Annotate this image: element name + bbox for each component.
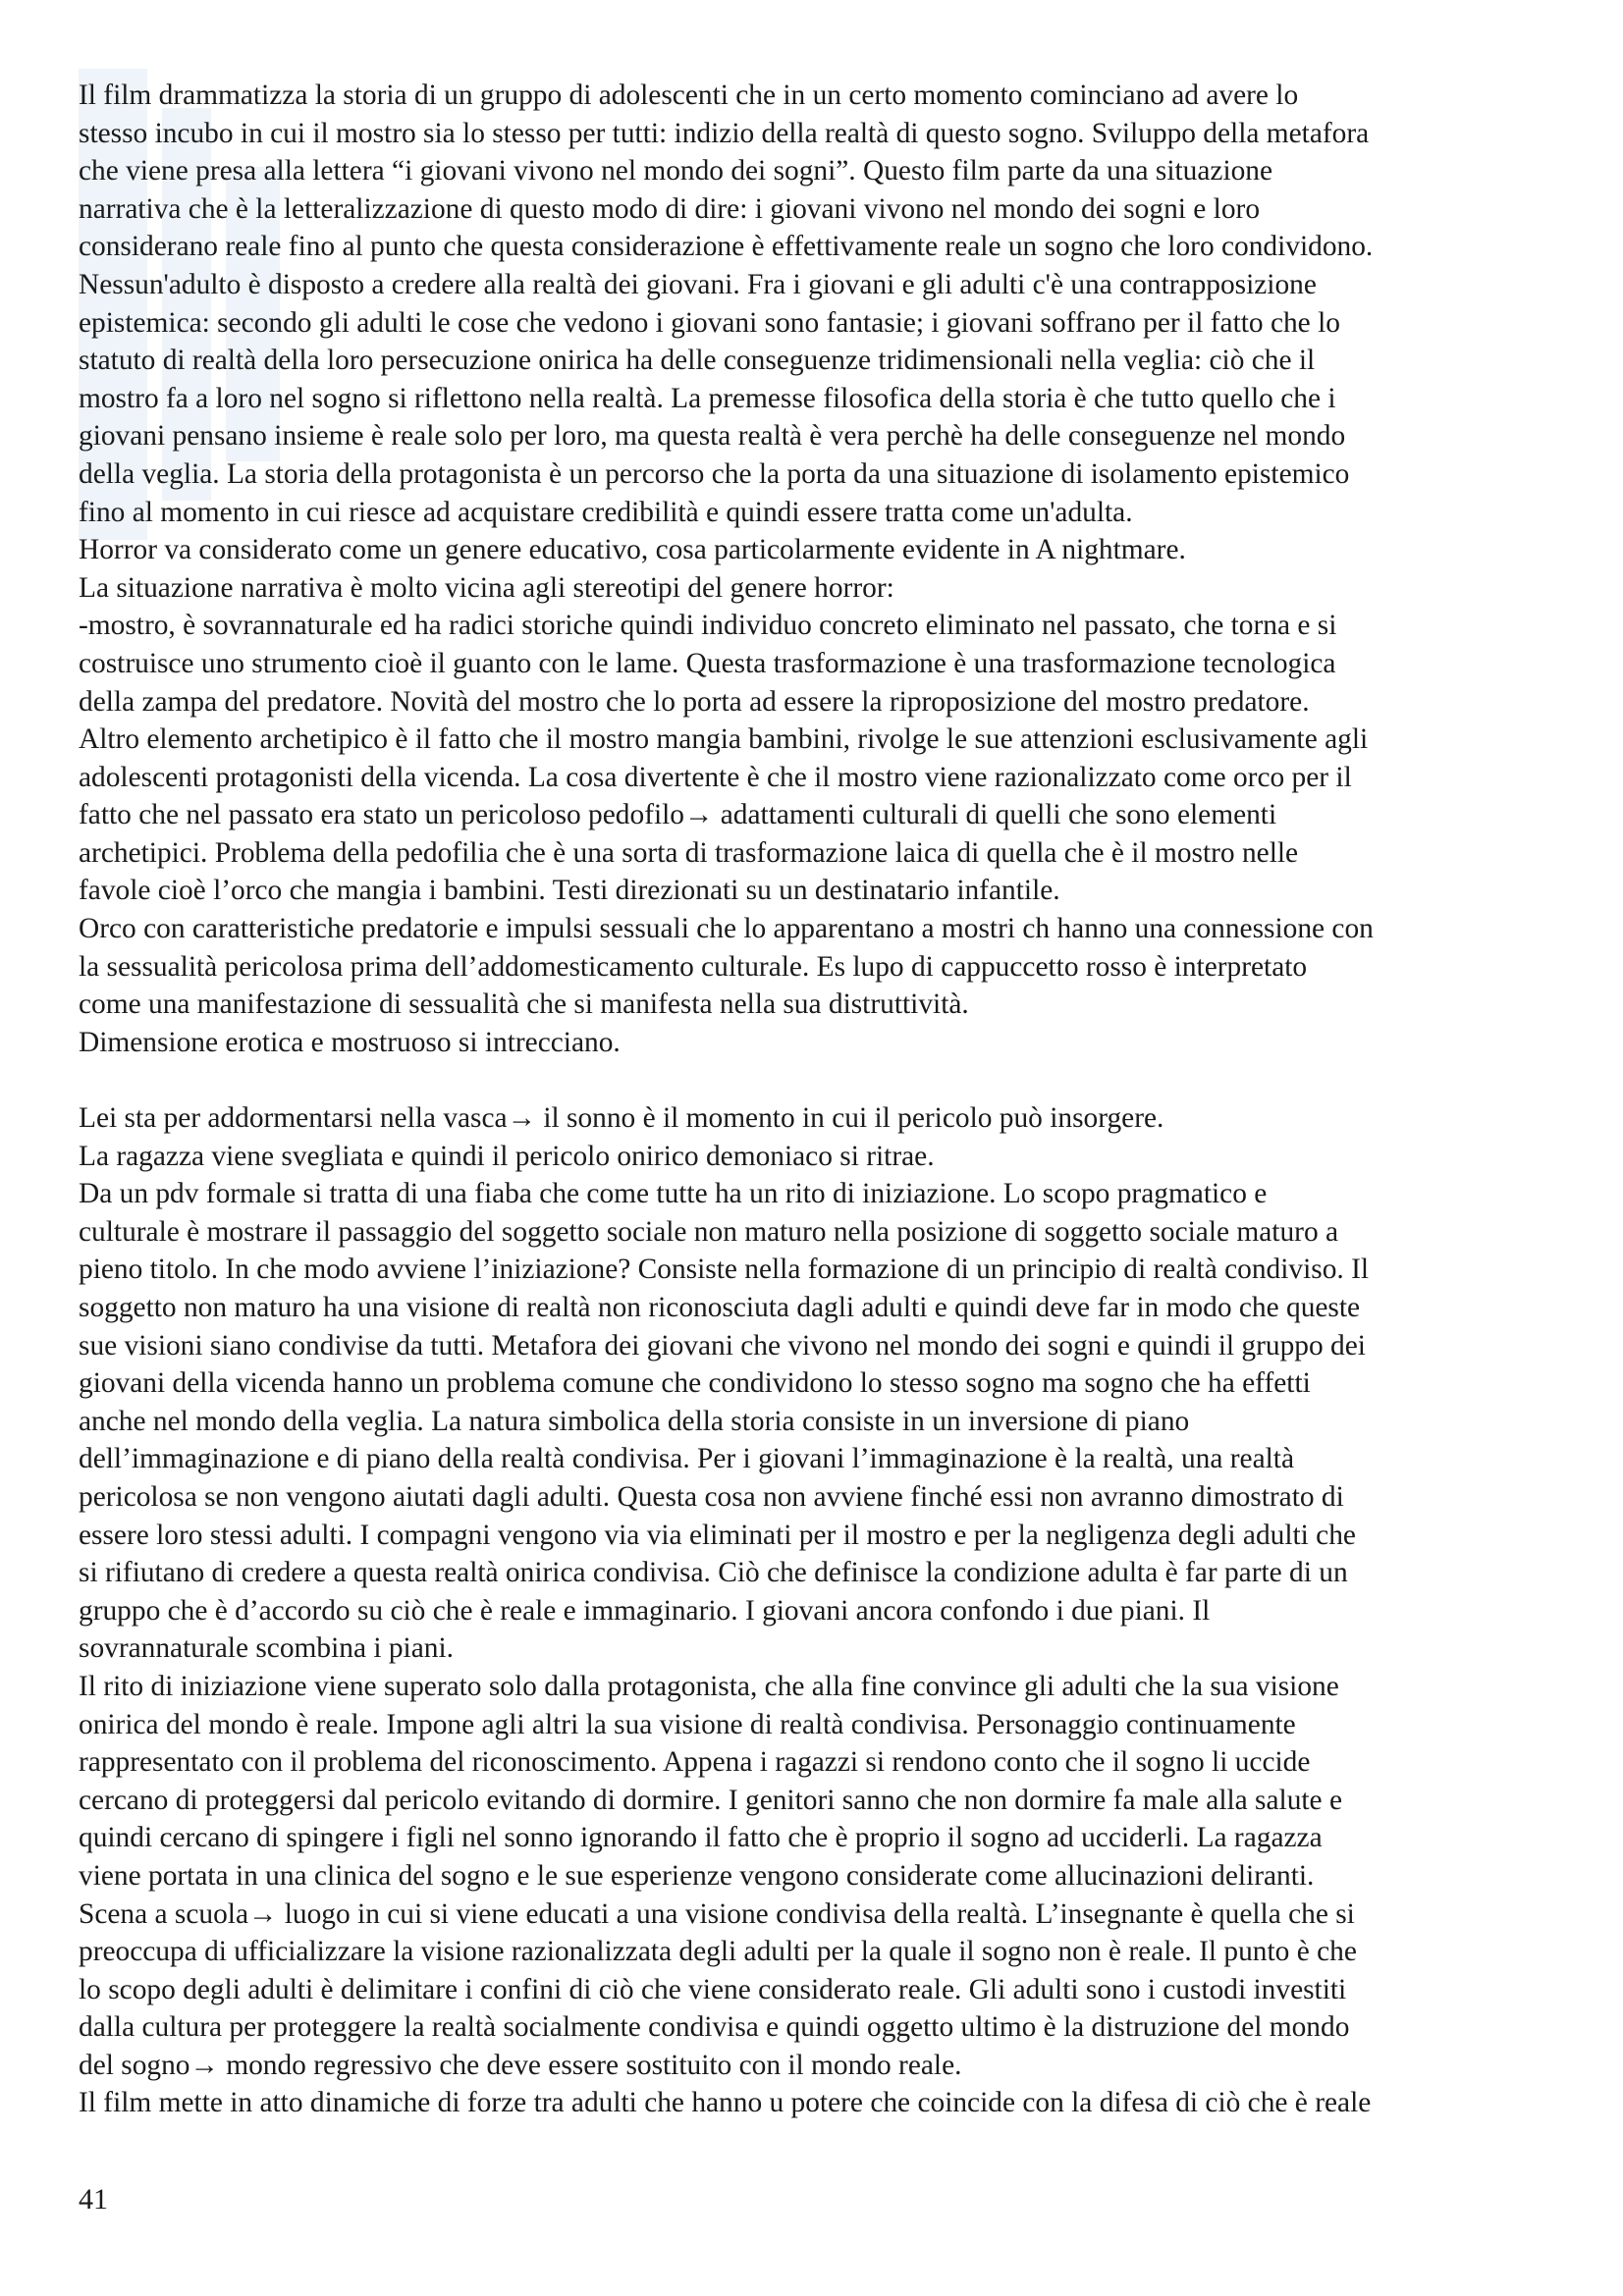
text-line: favole cioè l’orco che mangia i bambini. Testi direzionati su un destinatario infantile. — [79, 875, 1060, 907]
paragraph — [79, 531, 1571, 569]
text-line: Il film drammatizza la storia di un gruppo di adolescenti che in un certo momento cominciano ad avere lo — [79, 80, 1299, 111]
text-line: onirica del mondo è reale. Impone agli altri la sua visione di realtà condivisa. Personaggio continuamente — [79, 1708, 1296, 1740]
paragraph — [79, 1668, 1571, 1896]
paragraph — [79, 2084, 1571, 2122]
text-line: statuto di realtà della loro persecuzione onirica ha delle conseguenze tridimensionali nella veglia: ciò che il — [79, 345, 1316, 377]
text-line: -mostro, è sovrannaturale ed ha radici storiche quindi individuo concreto eliminato nel passato, che torna e si — [79, 610, 1337, 642]
text-line: preoccupa di ufficializzare la visione razionalizzata degli adulti per la quale il sogno non è reale. Il punto è che — [79, 1936, 1357, 1968]
text-line: Lei sta per addormentarsi nella vasca→ il sonno è il momento in cui il pericolo può insorgere. — [79, 1102, 1164, 1135]
text-line: si rifiutano di credere a questa realtà onirica condivisa. Ciò che definisce la condizione adulta è far parte di un — [79, 1557, 1348, 1589]
text-line: viene portata in una clinica del sogno e le sue esperienze vengono considerate come allucinazioni deliranti. — [79, 1859, 1315, 1892]
text-line: gruppo che è d’accordo su ciò che è reale e immaginario. I giovani ancora confondo i due piani. Il — [79, 1594, 1211, 1627]
paragraph — [79, 607, 1571, 910]
paragraph — [79, 1175, 1571, 1668]
text-line: cercano di proteggersi dal pericolo evitando di dormire. I genitori sanno che non dormire fa male alla salute e — [79, 1784, 1342, 1816]
text-line: quindi cercano di spingere i figli nel sonno ignorando il fatto che è proprio il sogno ad ucciderli. La ragazza — [79, 1822, 1323, 1854]
text-line: giovani pensano insieme è reale solo per loro, ma questa realtà è vera perchè ha delle conseguenze nel mondo — [79, 420, 1346, 453]
text-line: considerano reale fino al punto che questa considerazione è effettivamente reale un sogno che loro condividono. — [79, 231, 1374, 263]
paragraph — [79, 569, 1571, 608]
text-line: fino al momento in cui riesce ad acquistare credibilità e quindi essere tratta come un'adulta. — [79, 496, 1133, 528]
text-line: stesso incubo in cui il mostro sia lo stesso per tutti: indizio della realtà di questo sogno. Sviluppo della metafora — [79, 117, 1370, 149]
text-line: adolescenti protagonisti della vicenda. La cosa divertente è che il mostro viene razionalizzato come orco per il — [79, 761, 1352, 793]
text-line: La ragazza viene svegliata e quindi il pericolo onirico demoniaco si ritrae. — [79, 1140, 935, 1172]
text-line: Nessun'adulto è disposto a credere alla realtà dei giovani. Fra i giovani e gli adulti c'è una contrapposizione — [79, 268, 1317, 300]
paragraph — [79, 910, 1571, 1024]
text-line: Dimensione erotica e mostruoso si intrecciano. — [79, 1026, 621, 1058]
text-line: soggetto non maturo ha una visione di realtà non riconosciuta dagli adulti e quindi deve far in modo che queste — [79, 1292, 1361, 1323]
text-line: che viene presa alla lettera “i giovani vivono nel mondo dei sogni”. Questo film parte da una situazione — [79, 155, 1273, 187]
text-line: La situazione narrativa è molto vicina agli stereotipi del genere horror: — [79, 571, 894, 604]
text-line: Il rito di iniziazione viene superato solo dalla protagonista, che alla fine convince gli adulti che la sua visione — [79, 1670, 1339, 1702]
paragraph — [79, 1024, 1571, 1062]
text-line: Da un pdv formale si tratta di una fiaba che come tutte ha un rito di iniziazione. Lo scopo pragmatico e — [79, 1178, 1268, 1210]
text-line: come una manifestazione di sessualità che si manifesta nella sua distruttività. — [79, 988, 969, 1021]
text-line: sue visioni siano condivise da tutti. Metafora dei giovani che vivono nel mondo dei sogni e quindi il gruppo dei — [79, 1329, 1366, 1362]
document-body — [79, 77, 1571, 2122]
text-line: essere loro stessi adulti. I compagni vengono via via eliminati per il mostro e per la negligenza degli adulti che — [79, 1519, 1356, 1551]
text-line: dalla cultura per proteggere la realtà socialmente condivisa e quindi oggetto ultimo è la distruzione del mondo — [79, 2011, 1350, 2044]
paragraph — [79, 1099, 1571, 1138]
text-line: Il film mette in atto dinamiche di forze tra adulti che hanno u potere che coincide con la difesa di ciò che è reale — [79, 2087, 1372, 2119]
text-line: lo scopo degli adulti è delimitare i confini di ciò che viene considerato reale. Gli adulti sono i custodi investiti — [79, 1973, 1347, 2005]
text-line: archetipici. Problema della pedofilia che è una sorta di trasformazione laica di quella che è il mostro nelle — [79, 836, 1299, 869]
text-line: pieno titolo. In che modo avviene l’iniziazione? Consiste nella formazione di un principio di realtà condiviso. Il — [79, 1254, 1370, 1286]
text-line: fatto che nel passato era stato un pericoloso pedofilo→ adattamenti culturali di quelli che sono elementi — [79, 799, 1277, 831]
text-line: pericolosa se non vengono aiutati dagli adulti. Questa cosa non avviene finché essi non avranno dimostrato di — [79, 1480, 1344, 1513]
text-line: sovrannaturale scombina i piani. — [79, 1632, 454, 1665]
paragraph-gap — [79, 1061, 1571, 1099]
text-line: Horror va considerato come un genere educativo, cosa particolarmente evidente in A nightmare. — [79, 534, 1186, 566]
text-line: mostro fa a loro nel sogno si riflettono nella realtà. La premesse filosofica della storia è che tutto quello che i — [79, 382, 1336, 414]
text-line: culturale è mostrare il passaggio del soggetto sociale non maturo nella posizione di soggetto sociale maturo a — [79, 1215, 1339, 1248]
paragraph — [79, 1138, 1571, 1176]
text-line: rappresentato con il problema del riconoscimento. Appena i ragazzi si rendono conto che il sogno li uccide — [79, 1746, 1311, 1779]
text-line: Scena a scuola→ luogo in cui si viene educati a una visione condivisa della realtà. L’insegnante è quella che si — [79, 1897, 1355, 1930]
paragraph — [79, 1896, 1571, 2085]
text-line: narrativa che è la letteralizzazione di questo modo di dire: i giovani vivono nel mondo dei sogni e loro — [79, 192, 1261, 225]
text-line: della veglia. La storia della protagonista è un percorso che la porta da una situazione di isolamento epistemico — [79, 457, 1350, 490]
text-line: del sogno→ mondo regressivo che deve essere sostituito con il mondo reale. — [79, 2049, 962, 2081]
text-line: anche nel mondo della veglia. La natura simbolica della storia consiste in un inversione di piano — [79, 1405, 1190, 1437]
text-line: costruisce uno strumento cioè il guanto con le lame. Questa trasformazione è una trasformazione tecnologica — [79, 647, 1336, 679]
text-line: Altro elemento archetipico è il fatto che il mostro mangia bambini, rivolge le sue attenzioni esclusivamente agli — [79, 723, 1369, 756]
text-line: della zampa del predatore. Novità del mostro che lo porta ad essere la riproposizione del mostro predatore. — [79, 685, 1310, 718]
text-line: epistemica: secondo gli adulti le cose che vedono i giovani sono fantasie; i giovani soffrano per il fatto che lo — [79, 306, 1340, 339]
text-line: dell’immaginazione e di piano della realtà condivisa. Per i giovani l’immaginazione è la realtà, una realtà — [79, 1443, 1294, 1475]
paragraph — [79, 77, 1571, 531]
text-line: Orco con caratteristiche predatorie e impulsi sessuali che lo apparentano a mostri ch hanno una connessione con — [79, 913, 1374, 945]
text-line: la sessualità pericolosa prima dell’addomesticamento culturale. Es lupo di cappuccetto rosso è interpretato — [79, 950, 1308, 983]
text-line: giovani della vicenda hanno un problema comune che condividono lo stesso sogno ma sogno che ha effetti — [79, 1367, 1311, 1400]
page-number: 41 — [79, 2183, 108, 2216]
